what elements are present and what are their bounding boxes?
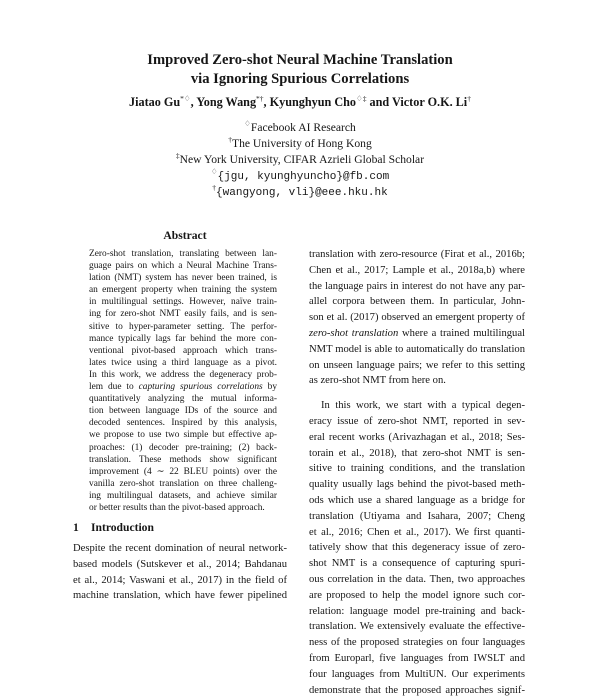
abstract-heading: Abstract — [163, 229, 207, 242]
intro-right-line: ods which use a shared language as a bridge for — [309, 494, 525, 506]
abstract-body — [89, 248, 277, 514]
intro-right-line: tatively show that this degeneracy issue of zero- — [309, 542, 525, 554]
email-mark: ♢ — [210, 167, 218, 176]
section-number: 1 — [73, 521, 79, 534]
intro-right-line: In this work, we start with a typical degen- — [321, 400, 525, 412]
abstract-line: tion between language IDs of the source and — [89, 406, 277, 417]
intro-right-line: translation. We extensively evaluate the effective- — [309, 621, 525, 633]
email-fb — [0, 169, 600, 184]
intro-right-line: quality usually lags behind the pivot-based meth- — [309, 479, 525, 491]
abstract-line: proaches: (1) decoder pre-training; (2) back- — [89, 442, 277, 453]
abstract-line: lation (NMT) system has never been trained, is — [89, 273, 277, 284]
abstract-line: an emergent property when training the system — [89, 285, 277, 296]
email-text: {wangyong, vli}@eee.hku.hk — [216, 187, 388, 199]
intro-right-line: eracy issue of zero-shot NMT, reported in sev- — [309, 415, 525, 427]
email-text: {jgu, kyunghyuncho}@fb.com — [217, 171, 390, 183]
affiliation-hku — [0, 137, 600, 151]
intro-right-line: as zero-shot NMT from here on. — [309, 375, 446, 387]
author-separator: , — [263, 95, 270, 109]
intro-right-line: eral recent works (Arivazhagan et al., 2018; Ses- — [309, 431, 525, 443]
paper-title-line-1: Improved Zero-shot Neural Machine Translation — [147, 52, 453, 68]
author-name: Kyunghyun Cho — [269, 95, 357, 109]
intro-right-line: on unseen language pairs; we refer to this setting — [309, 359, 525, 371]
intro-left-line: et al., 2014; Vaswani et al., 2017) in the field of — [73, 574, 287, 586]
affiliation-mark: † — [228, 135, 232, 144]
abstract-line: guage pairs on which a Neural Machine Trans- — [89, 261, 277, 272]
introduction-right-column — [309, 247, 525, 698]
paragraph-gap — [309, 389, 525, 398]
intro-right-line: et al., 2016; Chen et al., 2017). We first quanti- — [309, 526, 525, 538]
section-heading-introduction — [73, 521, 154, 534]
author-affiliation-mark: *♢ — [180, 94, 191, 103]
author-list — [0, 94, 600, 110]
abstract-line: ventional pivot-based approach which trans- — [89, 345, 277, 356]
author-name: Victor O.K. Li — [392, 95, 468, 109]
abstract-line: lates twice using a third language as a pivot. — [89, 357, 277, 368]
abstract-line: translation. These methods show significant — [89, 454, 277, 465]
email-hku — [0, 185, 600, 200]
affiliation-mark: ‡ — [175, 151, 180, 160]
intro-right-line: ous correlation in the data. Then, two approaches — [309, 573, 525, 585]
intro-right-line: zero-shot translation where a trained multilingual — [309, 327, 525, 339]
abstract-line: Zero-shot translation, translating between lan- — [89, 249, 277, 259]
intro-right-line: son et al. (2017) observed an emergent property of — [309, 312, 525, 324]
abstract-line: we propose to use two simple but effective ap- — [89, 430, 277, 441]
author-affiliation-mark: ♢‡ — [356, 94, 367, 103]
affiliation-text: Facebook AI Research — [250, 121, 356, 134]
affiliation-text: The University of Hong Kong — [232, 137, 372, 150]
intro-right-line: relation: language model pre-training and back- — [309, 605, 525, 617]
abstract-line: ing multilingual datasets, and achieve similar — [89, 490, 277, 501]
abstract-line: or better results than the pivot-based approach. — [89, 502, 265, 513]
author-name: Yong Wang — [196, 95, 257, 109]
abstract-line: In this work, we address the degeneracy prob- — [89, 369, 277, 380]
intro-right-line: are proposed to help the model ignore such cor- — [309, 589, 525, 601]
intro-left-line: Despite the recent domination of neural network- — [73, 543, 287, 554]
intro-right-line: translation (Utiyama and Isahara, 2007; Cheng — [309, 510, 525, 522]
intro-left-line: based models (Sutskever et al., 2014; Bahdanau — [73, 558, 287, 570]
abstract-line: improvement (4 ∼ 22 BLEU points) over the — [89, 466, 277, 477]
author-separator: and — [366, 95, 393, 109]
intro-right-line: NMT model is able to automatically do translation — [309, 343, 525, 355]
intro-right-line: allel corpora between them. In particular, John- — [309, 296, 525, 308]
intro-right-line: sitive to training conditions, and the translation — [309, 463, 525, 475]
intro-right-line: shot NMT is a consequence of capturing spuri- — [309, 558, 525, 570]
affiliation-text: New York University, CIFAR Azrieli Global Scholar — [179, 153, 425, 166]
affiliation-mark: ♢ — [244, 119, 251, 128]
intro-right-line: the language pairs in interest do not have any par- — [309, 280, 525, 292]
intro-right-line: ness of the proposed strategies on four languages — [309, 637, 525, 649]
paper-title-line-2: via Ignoring Spurious Correlations — [190, 71, 410, 87]
author-affiliation-mark: † — [467, 94, 471, 103]
intro-right-line: four languages from MultiUN. Our experiments — [309, 668, 525, 680]
abstract-line: sitive to hyper-parameter setting. The perfor- — [89, 321, 277, 332]
abstract-line: vanilla zero-shot translation on three challeng- — [89, 478, 277, 489]
affiliation-nyu — [0, 153, 600, 167]
abstract-line: mance typically lags far behind the more con- — [89, 333, 277, 344]
intro-right-line: demonstrate that the proposed approaches signif- — [309, 684, 525, 696]
intro-right-line: from Europarl, five languages from IWSLT and — [309, 652, 525, 664]
affiliation-facebook — [0, 121, 600, 135]
intro-left-line: machine translation, which have fewer pipelined — [73, 590, 287, 602]
abstract-line: in multilingual settings. However, naïve train- — [89, 297, 277, 308]
intro-right-line: translation with zero-resource (Firat et al., 2016b; — [309, 249, 525, 260]
author-affiliation-mark: *† — [256, 94, 264, 103]
abstract-line: lem due to capturing spurious correlations by — [89, 382, 278, 393]
section-title: Introduction — [91, 521, 154, 534]
abstract-line: quantitatively analyzing the mutual informa- — [89, 394, 277, 405]
email-mark: † — [212, 183, 217, 192]
introduction-left-column — [73, 541, 287, 604]
abstract-line: ing for zero-shot NMT easily fails, and is sen- — [89, 309, 277, 320]
intro-right-line: Chen et al., 2017; Lample et al., 2018a,b) where — [309, 264, 525, 276]
author-separator: , — [190, 95, 197, 109]
author-name: Jiatao Gu — [129, 95, 181, 109]
abstract-line: decoded sentences. Inspired by this analysis, — [89, 418, 277, 429]
intro-right-line: torain et al., 2018), that zero-shot NMT is sen- — [309, 447, 525, 459]
